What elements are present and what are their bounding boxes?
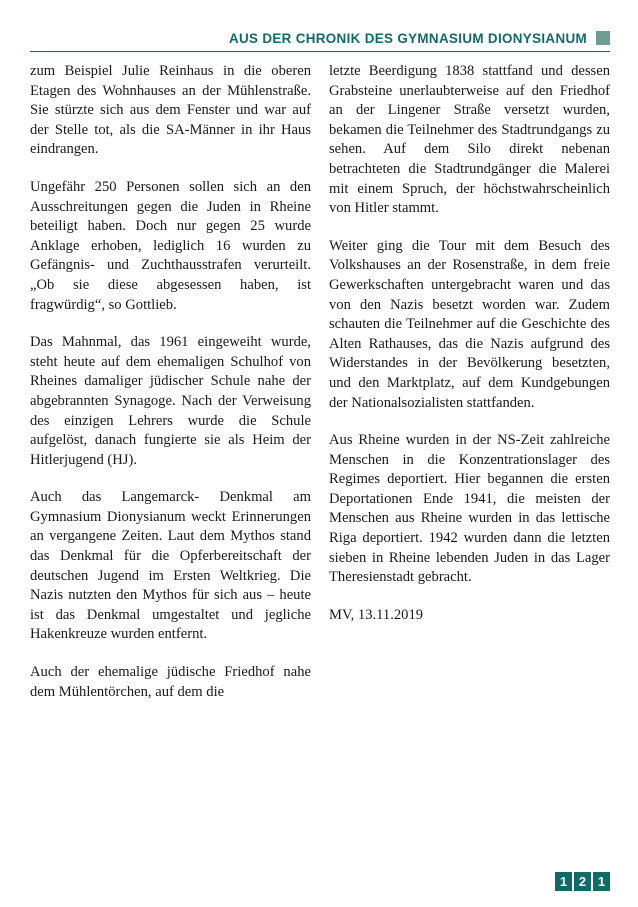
page-number-digit: 1 — [593, 872, 610, 891]
header-square-icon — [596, 31, 610, 45]
column-left — [30, 62, 311, 702]
text-columns — [30, 62, 610, 702]
paragraph: letzte Beerdigung 1838 stattfand und dessen Grabsteine unerlaubterweise auf den Friedhof an der Lingener Straße versetzt wurden, bekamen die Teilnehmer des Stadtrundgangs zu sehen. Auf dem Silo direkt nebenan betrachteten die Stadtrundgänger die Malerei mit einem Spruch, der höchstwahrscheinlich von Hitler stammt. — [329, 63, 610, 217]
column-right — [329, 62, 610, 702]
page-number-digit: 2 — [574, 872, 591, 891]
paragraph: Das Mahnmal, das 1961 eingeweiht wurde, steht heute auf dem ehemaligen Schulhof von Rheines damaliger jüdischer Schule nahe der abgebrannten Synagoge. Nach der Verweisung des einzigen Lehrers wurde die Schule aufgelöst, danach fungierte sie als Heim der Hitlerjugend (HJ). — [30, 334, 311, 468]
paragraph: Auch der ehemalige jüdische Friedhof nahe dem Mühlentörchen, auf dem die — [30, 664, 311, 700]
running-head-title: AUS DER CHRONIK DES GYMNASIUM DIONYSIANUM — [228, 30, 587, 46]
author-signature: MV, 13.11.2019 — [329, 606, 424, 623]
header-divider — [30, 51, 610, 52]
paragraph: Ungefähr 250 Personen sollen sich an den Ausschreitungen gegen die Juden in Rheine beteiligt haben. Doch nur gegen 25 wurde Anklage erhoben, lediglich 16 wurden zu Gefängnis- und Zuchthausstrafen verurteilt. „Ob sie diese abgesessen haben, ist fragwürdig“, so Gottlieb. — [30, 178, 311, 313]
paragraph: Auch das Langemarck- Denkmal am Gymnasium Dionysianum weckt Erinnerungen an vergangene Zeiten. Laut dem Mythos stand das Denkmal für die Opferbereitschaft der deutschen Jugend im Ersten Weltkrieg. Die Nazis nutzten den Mythos für sich aus – heute ist das Denkmal umgestaltet und jegliche Hakenkreuze wurden entfernt. — [30, 489, 311, 643]
page-number-digit: 1 — [555, 872, 572, 891]
paragraph: Aus Rheine wurden in der NS-Zeit zahlreiche Menschen in die Konzentrationslager des Regimes deportiert. Hier begannen die ersten Deportationen Ende 1941, die meisten der Menschen aus Rheine wurden in das lettische Riga deportiert. 1942 wurden dann die letzten sieben in Rheine lebenden Juden in das Lager Theresienstadt gebracht. — [329, 432, 610, 586]
page-number-badge — [555, 872, 610, 891]
running-head — [30, 27, 610, 49]
paragraph: Weiter ging die Tour mit dem Besuch des Volkshauses an der Rosenstraße, in dem freie Gewerkschaften untergebracht waren und das von den Nazis besetzt worden war. Zudem schauten die Teilnehmer auf die Geschichte des Alten Rathauses, das die Nazis aufgrund des Widerstandes in der Bevölkerung besetzten, und den Marktplatz, auf dem Kundgebungen der Nationalsozialisten stattfanden. — [329, 237, 610, 411]
paragraph: zum Beispiel Julie Reinhaus in die oberen Etagen des Wohnhauses an der Mühlenstraße. Sie stürzte sich aus dem Fenster und war auf der Stelle tot, als die SA-Männer in ihr Haus eindrangen. — [30, 63, 311, 158]
